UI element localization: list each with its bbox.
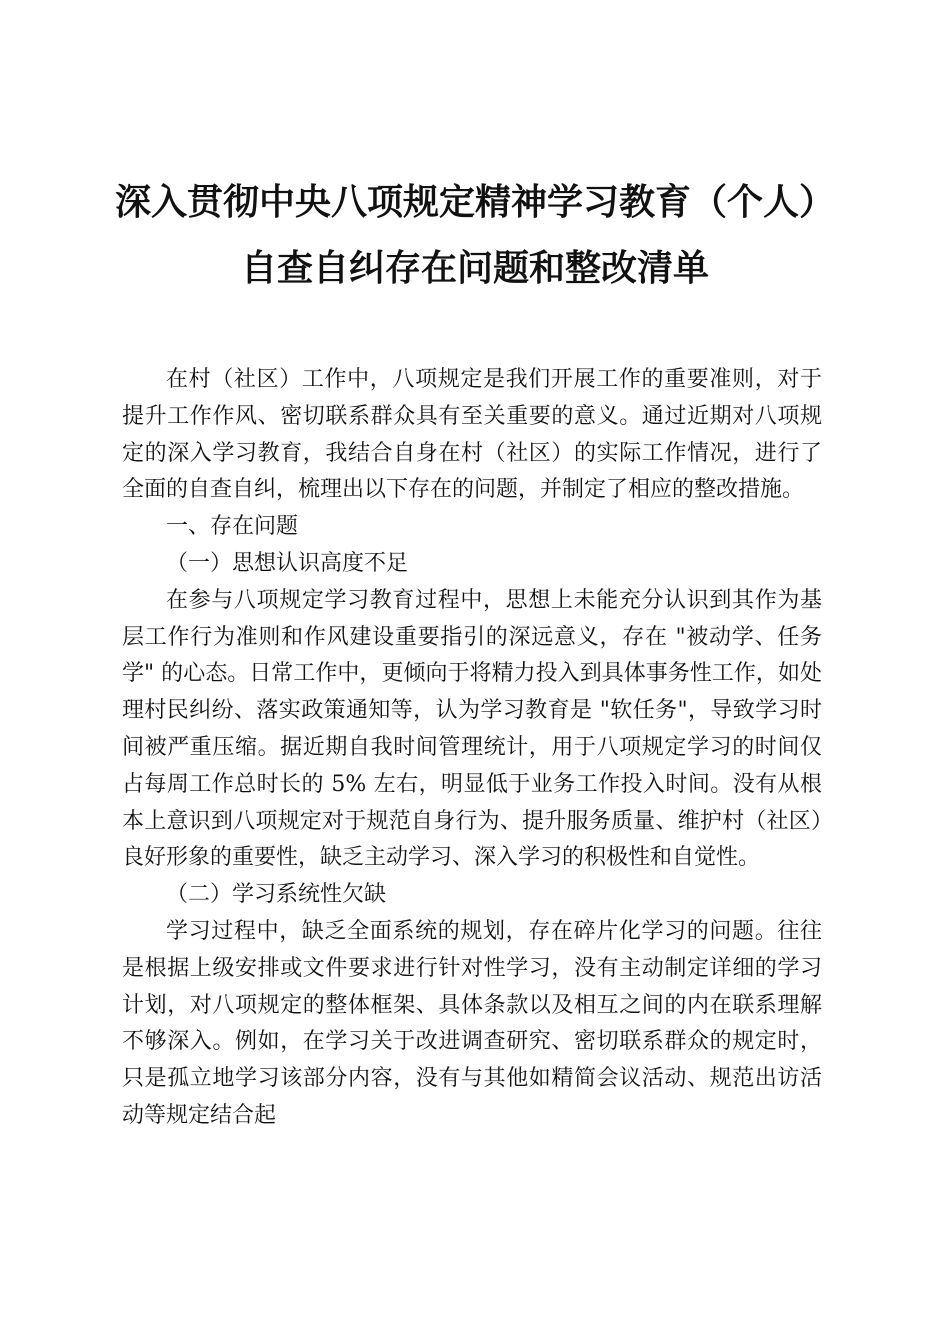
subsection-heading-1: （一）思想认识高度不足 bbox=[166, 550, 409, 576]
section-heading-existing-problems: 一、存在问题 bbox=[166, 514, 299, 540]
subsection-1-paragraph: 在参与八项规定学习教育过程中，思想上未能充分认识到其作为基层工作行为准则和作风建设重要指引的深远意义，存在 "被动学、任务学" 的心态。日常工作中，更倾向于将精力投入到具体事务性工作，如处理村民纠纷、落实政策通知等，认为学习教育是 "软任务"，导致学习时间被严重压缩。据近期自我时间管理统计，用于八项规定学习的时间仅占每周工作总时长的 5% 左右，明显低于业务工作投入时间。没有从根本上意识到八项规定对于规范自身行为、提升服务质量、维护村（社区）良好形象的重要性，缺乏主动学习、深入学习的积极性和自觉性。 bbox=[122, 587, 822, 871]
subsection-2-paragraph: 学习过程中，缺乏全面系统的规划，存在碎片化学习的问题。往往是根据上级安排或文件要求进行针对性学习，没有主动制定详细的学习计划，对八项规定的整体框架、具体条款以及相互之间的内在联系理解不够深入。例如，在学习关于改进调查研究、密切联系群众的规定时，只是孤立地学习该部分内容，没有与其他如精简会议活动、规范出访活动等规定结合起 bbox=[122, 918, 822, 1128]
document-title-line-2: 自查自纠存在问题和整改清单 bbox=[240, 247, 709, 289]
document-title-line-1: 深入贯彻中央八项规定精神学习教育（个人） bbox=[114, 181, 835, 223]
subsection-heading-2: （二）学习系统性欠缺 bbox=[166, 882, 387, 908]
intro-paragraph: 在村（社区）工作中，八项规定是我们开展工作的重要准则，对于提升工作作风、密切联系群众具有至关重要的意义。通过近期对八项规定的深入学习教育，我结合自身在村（社区）的实际工作情况，进行了全面的自查自纠，梳理出以下存在的问题，并制定了相应的整改措施。 bbox=[122, 367, 822, 503]
document-body bbox=[122, 362, 822, 1135]
